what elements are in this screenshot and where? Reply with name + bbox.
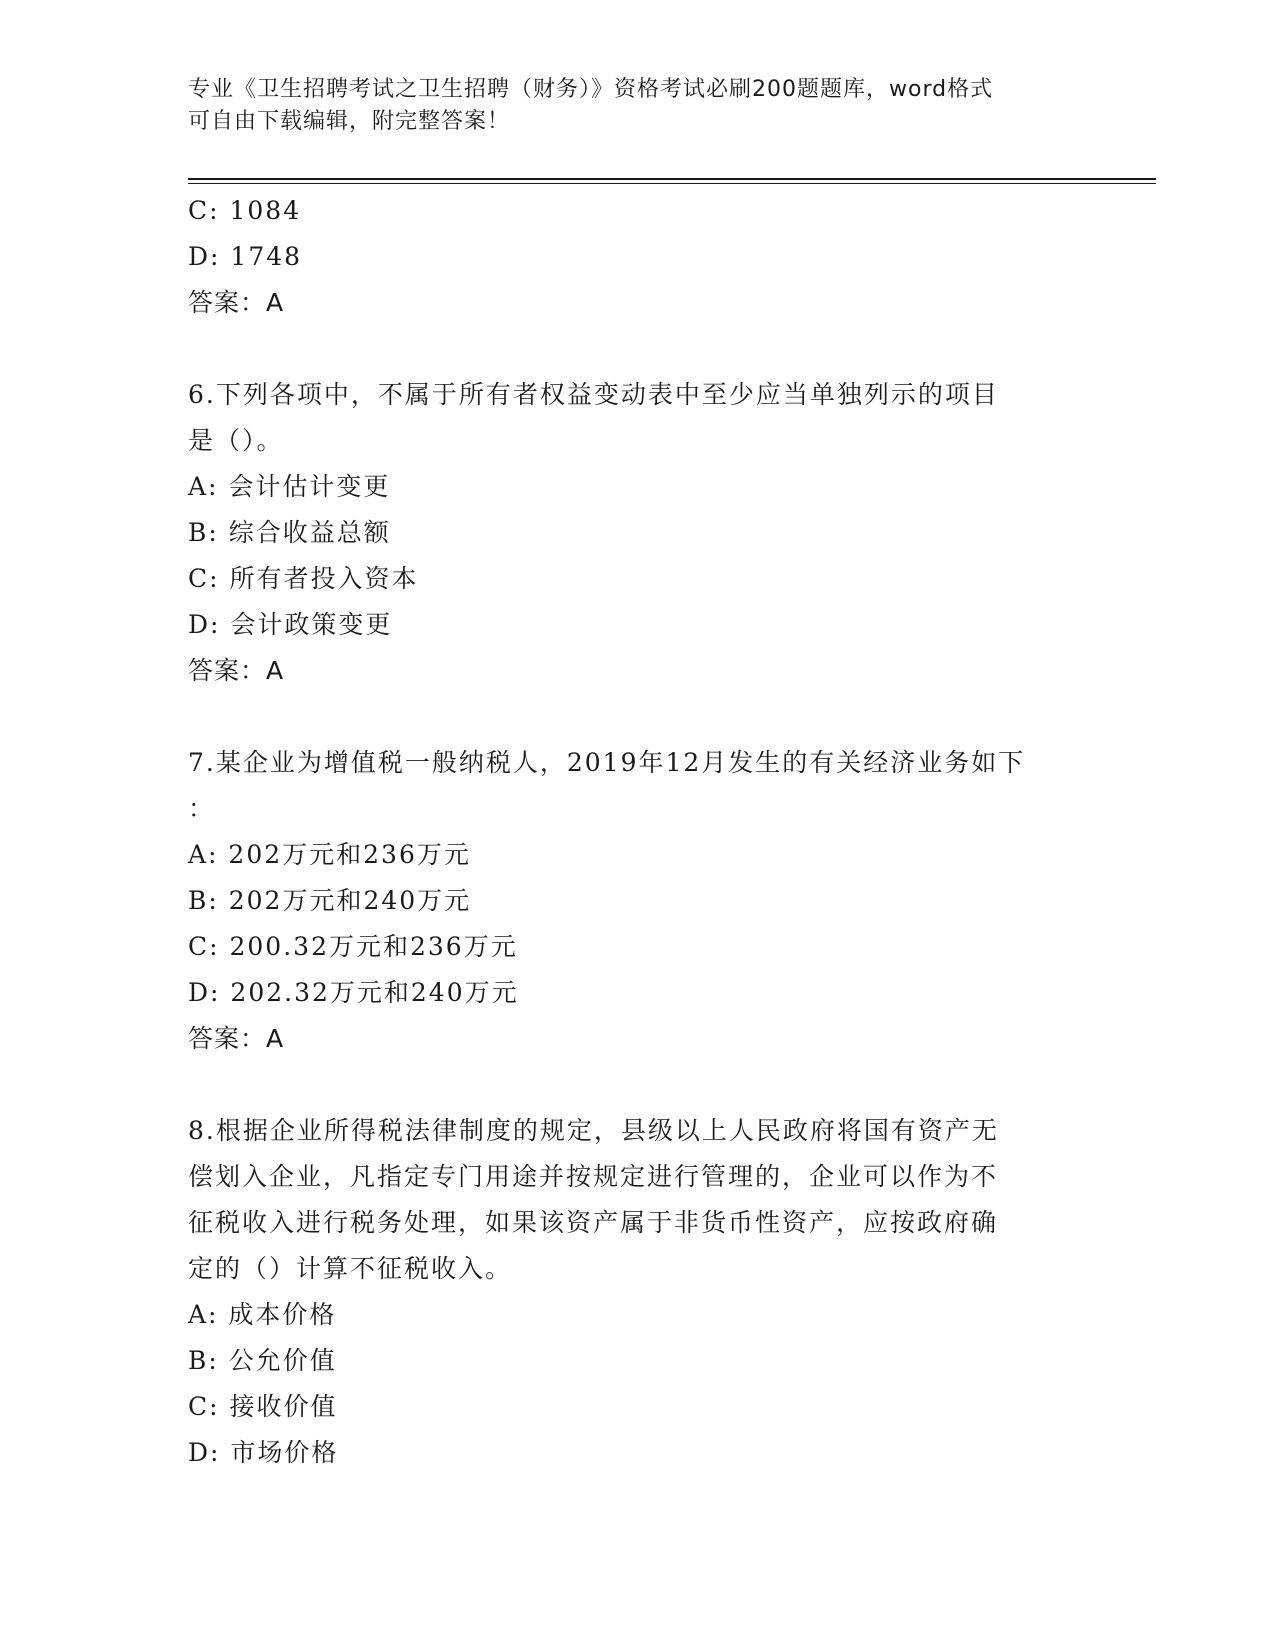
spacer: [188, 694, 1088, 740]
question-stem: 8.根据企业所得税法律制度的规定，县级以上人民政府将国有资产无: [188, 1116, 999, 1145]
option-d: D: 202.32万元和240万元: [188, 978, 519, 1007]
option-b: B: 202万元和240万元: [188, 886, 472, 915]
option-c: C: 所有者投入资本: [188, 564, 419, 593]
option-a: A: 成本价格: [188, 1300, 337, 1329]
header-divider-thin: [188, 183, 1156, 184]
spacer: [188, 326, 1088, 372]
answer-label: 答案：A: [188, 656, 285, 685]
question-5-tail: [188, 188, 1088, 326]
header-title-line-1: 专业《卫生招聘考试之卫生招聘（财务）》资格考试必刷200题题库，word格式: [188, 77, 994, 102]
question-stem-continued: ：: [188, 794, 216, 823]
question-stem-continued: 定的（）计算不征税收入。: [188, 1254, 513, 1283]
question-7: [188, 740, 1088, 1062]
option-b: B: 公允价值: [188, 1346, 337, 1375]
question-stem-continued: 征税收入进行税务处理，如果该资产属于非货币性资产，应按政府确: [188, 1208, 999, 1237]
page-header: [188, 74, 1068, 138]
option-a: A: 会计估计变更: [188, 472, 391, 501]
answer-label: 答案：A: [188, 1024, 285, 1053]
option-a: A: 202万元和236万元: [188, 840, 471, 869]
spacer: [188, 1062, 1088, 1108]
option-c: C: 200.32万元和236万元: [188, 932, 518, 961]
question-stem: 6.下列各项中，不属于所有者权益变动表中至少应当单独列示的项目: [188, 380, 999, 409]
option-b: B: 综合收益总额: [188, 518, 391, 547]
option-d: D: 1748: [188, 242, 303, 271]
option-c: C: 接收价值: [188, 1392, 338, 1421]
option-d: D: 会计政策变更: [188, 610, 393, 639]
header-divider-thick: [188, 178, 1156, 180]
question-stem-continued: 偿划入企业，凡指定专门用途并按规定进行管理的，企业可以作为不: [188, 1162, 999, 1191]
option-c: C: 1084: [188, 196, 302, 225]
question-stem: 7.某企业为增值税一般纳税人，2019年12月发生的有关经济业务如下: [188, 748, 1026, 777]
question-stem-continued: 是（）。: [188, 426, 284, 455]
question-6: [188, 372, 1088, 694]
question-8: [188, 1108, 1088, 1476]
answer-label: 答案：A: [188, 288, 285, 317]
option-d: D: 市场价格: [188, 1438, 339, 1467]
header-title-line-2: 可自由下载编辑，附完整答案！: [188, 109, 511, 134]
question-list: [188, 188, 1088, 1476]
